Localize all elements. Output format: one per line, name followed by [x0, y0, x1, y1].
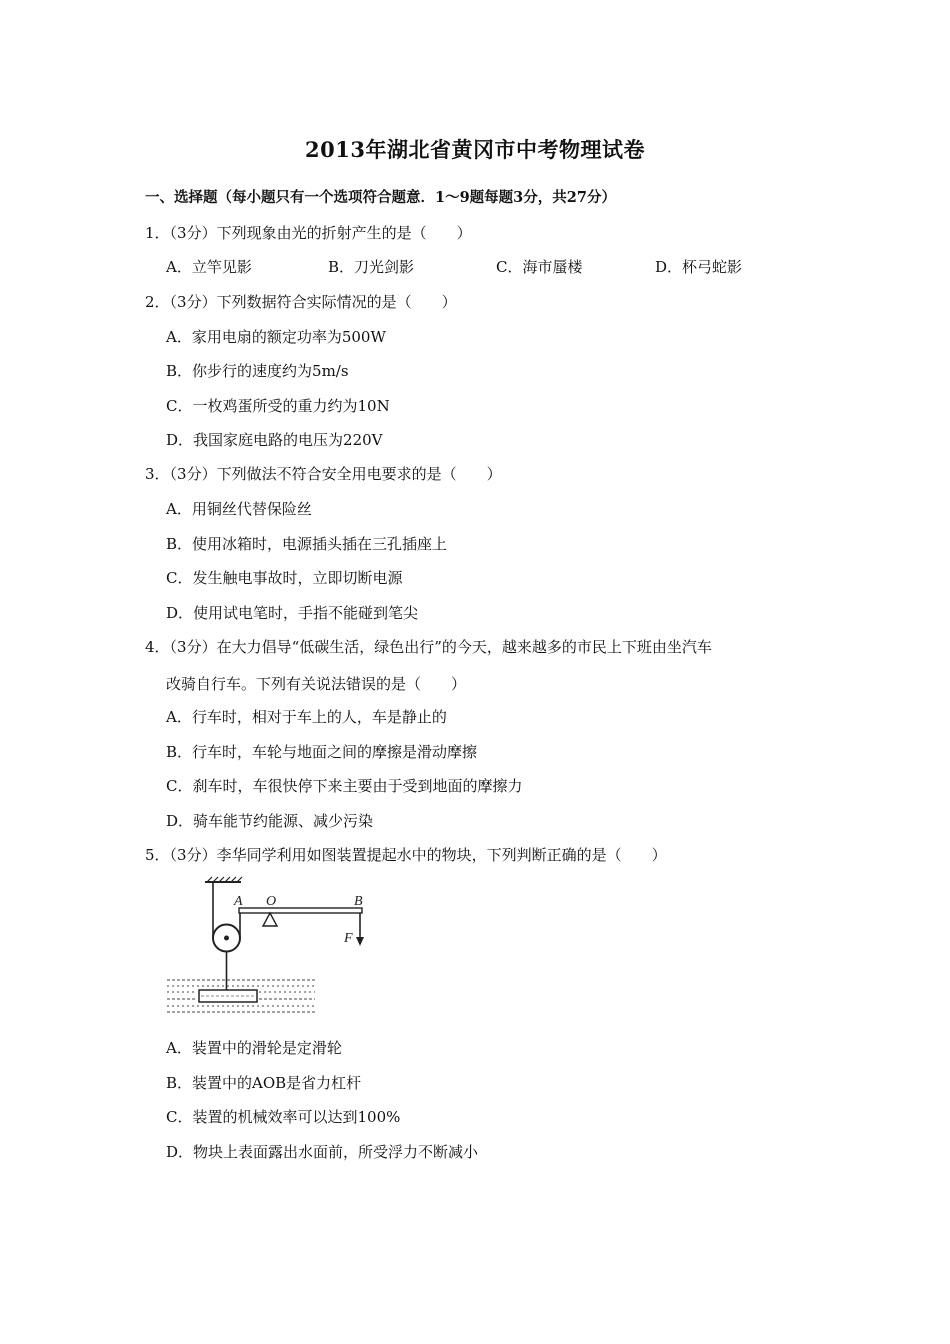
question-1-option-d: D．杯弓蛇影	[655, 258, 743, 276]
question-2-option-b: B．你步行的速度约为5m/s	[166, 362, 349, 380]
fulcrum	[263, 913, 277, 926]
question-5-option-b: B．装置中的AOB是省力杠杆	[166, 1074, 362, 1092]
question-2-stem: 2．（3分）下列数据符合实际情况的是（ ）	[145, 293, 457, 311]
question-4-option-c: C．刹车时，车很快停下来主要由于受到地面的摩擦力	[166, 777, 523, 795]
label-a: A	[234, 894, 243, 909]
question-5-option-a: A．装置中的滑轮是定滑轮	[166, 1039, 342, 1057]
question-4-stem: 4．（3分）在大力倡导“低碳生活，绿色出行”的今天，越来越多的市民上下班由坐汽车	[145, 638, 712, 656]
question-3-option-c: C．发生触电事故时，立即切断电源	[166, 569, 403, 587]
question-1-stem: 1．（3分）下列现象由光的折射产生的是（ ）	[145, 224, 472, 242]
question-5-option-d: D．物块上表面露出水面前，所受浮力不断减小	[166, 1143, 479, 1161]
page-title: 2013年湖北省黄冈市中考物理试卷	[305, 137, 645, 162]
question-1-option-a: A．立竿见影	[166, 258, 252, 276]
question-3-stem: 3．（3分）下列做法不符合安全用电要求的是（ ）	[145, 465, 502, 483]
question-3-option-d: D．使用试电笔时，手指不能碰到笔尖	[166, 604, 419, 622]
question-3-option-b: B．使用冰箱时，电源插头插在三孔插座上	[166, 535, 448, 553]
question-2-option-d: D．我国家庭电路的电压为220V	[166, 431, 383, 449]
pulley-lever-diagram	[163, 876, 368, 1016]
question-4-option-b: B．行车时，车轮与地面之间的摩擦是滑动摩擦	[166, 743, 478, 761]
pulley-axle	[224, 936, 229, 941]
force-arrowhead	[356, 937, 364, 946]
label-b: B	[354, 894, 363, 909]
question-1-option-b: B．刀光剑影	[328, 258, 415, 276]
question-2-option-c: C．一枚鸡蛋所受的重力约为10N	[166, 397, 390, 415]
section-heading: 一、选择题（每小题只有一个选项符合题意．1～9题每题3分，共27分）	[145, 189, 616, 206]
lever-bar	[239, 908, 362, 913]
question-5-option-c: C．装置的机械效率可以达到100%	[166, 1108, 401, 1126]
question-4-stem-continued: 改骑自行车。下列有关说法错误的是（ ）	[166, 675, 467, 693]
label-o: O	[266, 894, 277, 909]
question-2-option-a: A．家用电扇的额定功率为500W	[166, 328, 386, 346]
question-3-option-a: A．用铜丝代替保险丝	[166, 500, 312, 518]
question-4-option-a: A．行车时，相对于车上的人，车是静止的	[166, 708, 447, 726]
question-1-option-c: C．海市蜃楼	[496, 258, 583, 276]
question-5-stem: 5．（3分）李华同学利用如图装置提起水中的物块，下列判断正确的是（ ）	[145, 846, 667, 864]
label-f: F	[344, 931, 353, 946]
question-4-option-d: D．骑车能节约能源、减少污染	[166, 812, 374, 830]
